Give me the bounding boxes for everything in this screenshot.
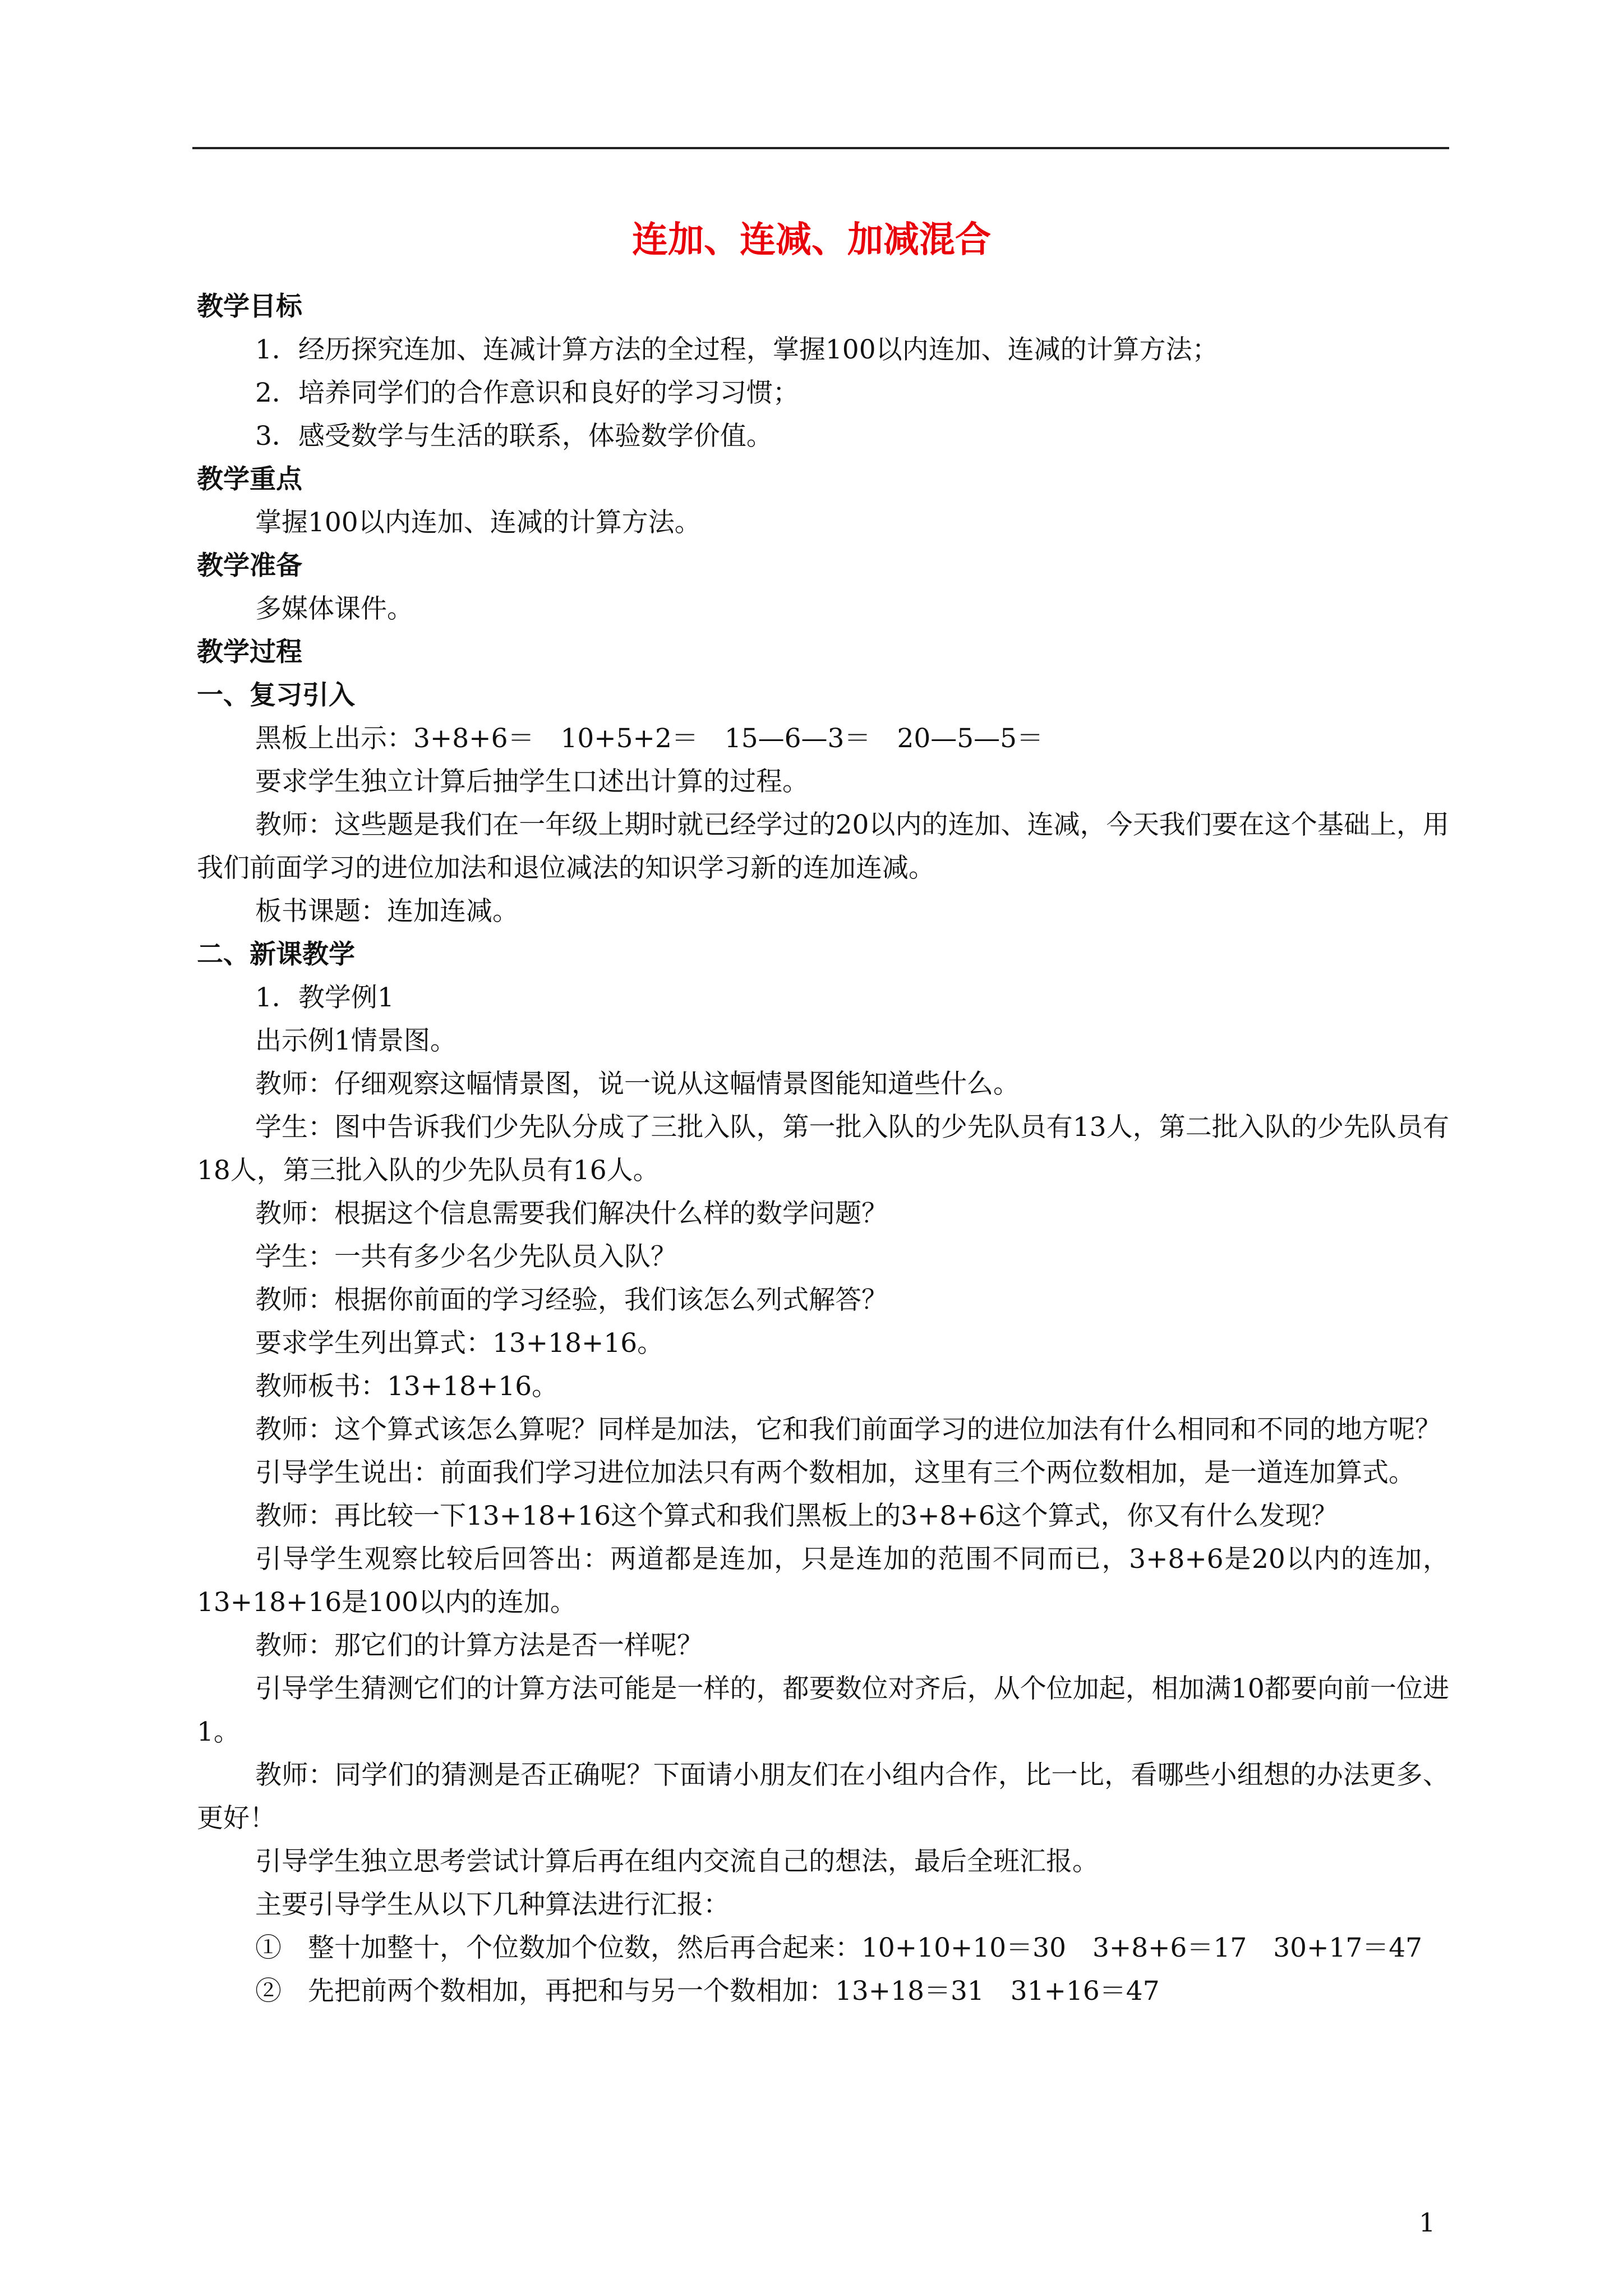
subsection-heading: 二、新课教学	[197, 939, 355, 970]
section-heading: 教学目标	[197, 291, 302, 322]
document-body	[197, 285, 1449, 2013]
paragraph: 引导学生猜测它们的计算方法可能是一样的，都要数位对齐后，从个位加起，相加满10都要向前一位进1。	[197, 1673, 1449, 1747]
paragraph: 教师：同学们的猜测是否正确呢？下面请小朋友们在小组内合作，比一比，看哪些小组想的办法更多、更好！	[197, 1760, 1449, 1834]
header-rule	[192, 147, 1449, 149]
paragraph: 教师：这些题是我们在一年级上期时就已经学过的20以内的连加、连减，今天我们要在这个基础上，用我们前面学习的进位加法和退位减法的知识学习新的连加连减。	[197, 809, 1449, 884]
paragraph: 多媒体课件。	[255, 593, 413, 624]
list-item: 1．经历探究连加、连减计算方法的全过程，掌握100以内连加、连减的计算方法；	[255, 334, 1219, 365]
paragraph: 教师板书：13+18+16。	[255, 1371, 559, 1402]
list-item: 2．培养同学们的合作意识和良好的学习习惯；	[255, 378, 799, 408]
subsection-heading: 一、复习引入	[197, 680, 355, 711]
paragraph: 1．教学例1	[255, 982, 394, 1013]
paragraph: 引导学生说出：前面我们学习进位加法只有两个数相加，这里有三个两位数相加，是一道连加算式。	[255, 1457, 1415, 1488]
paragraph: 教师：那它们的计算方法是否一样呢？	[255, 1630, 703, 1661]
list-item: ② 先把前两个数相加，再把和与另一个数相加：13+18＝31 31+16＝47	[255, 1976, 1160, 2007]
section-heading: 教学准备	[197, 550, 302, 581]
paragraph: 学生：一共有多少名少先队员入队？	[255, 1241, 677, 1272]
paragraph: 出示例1情景图。	[255, 1025, 457, 1056]
section-heading: 教学过程	[197, 637, 302, 668]
page-number: 1	[1419, 2207, 1436, 2238]
paragraph: 黑板上出示：3+8+6＝ 10+5+2＝ 15—6—3＝ 20—5—5＝	[255, 723, 1044, 754]
paragraph: 引导学生独立思考尝试计算后再在组内交流自己的想法，最后全班汇报。	[255, 1846, 1099, 1877]
paragraph: 教师：仔细观察这幅情景图，说一说从这幅情景图能知道些什么。	[255, 1069, 1020, 1099]
paragraph: 教师：再比较一下13+18+16这个算式和我们黑板上的3+8+6这个算式，你又有什么发现？	[255, 1501, 1338, 1531]
page-title: 连加、连减、加减混合	[632, 219, 991, 261]
paragraph: 教师：这个算式该怎么算呢？同样是加法，它和我们前面学习的进位加法有什么相同和不同的地方呢？	[255, 1414, 1441, 1445]
list-item: 3．感受数学与生活的联系，体验数学价值。	[255, 421, 773, 452]
paragraph: 教师：根据这个信息需要我们解决什么样的数学问题？	[255, 1198, 888, 1229]
paragraph: 主要引导学生从以下几种算法进行汇报：	[255, 1889, 730, 1920]
paragraph: 引导学生观察比较后回答出：两道都是连加，只是连加的范围不同而已，3+8+6是20以内的连加，13+18+16是100以内的连加。	[197, 1544, 1449, 1618]
paragraph: 要求学生列出算式：13+18+16。	[255, 1328, 664, 1359]
section-heading: 教学重点	[197, 464, 302, 495]
paragraph: 要求学生独立计算后抽学生口述出计算的过程。	[255, 766, 809, 797]
paragraph: 学生：图中告诉我们少先队分成了三批入队，第一批入队的少先队员有13人，第二批入队的少先队员有18人，第三批入队的少先队员有16人。	[197, 1112, 1449, 1186]
paragraph: 掌握100以内连加、连减的计算方法。	[255, 507, 701, 538]
paragraph: 板书课题：连加连减。	[255, 896, 519, 927]
list-item: ① 整十加整十，个位数加个位数，然后再合起来：10+10+10＝30 3+8+6＝17 30+17＝47	[255, 1932, 1423, 1963]
paragraph: 教师：根据你前面的学习经验，我们该怎么列式解答？	[255, 1285, 888, 1315]
